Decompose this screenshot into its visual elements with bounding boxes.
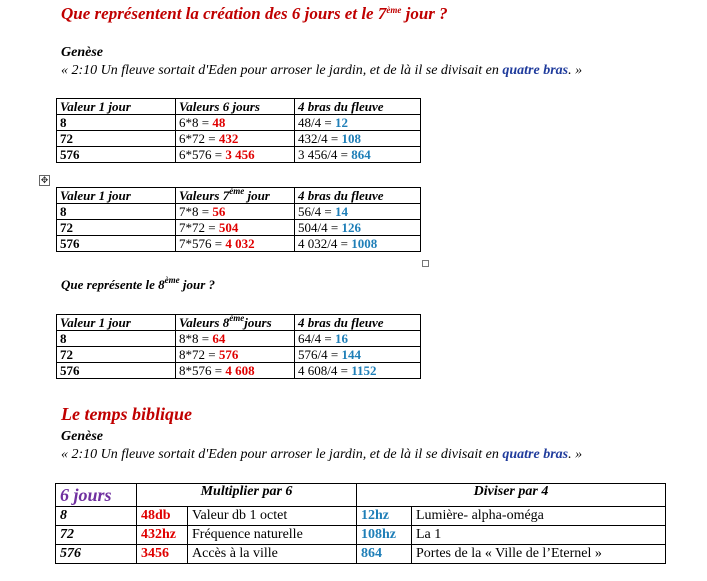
div: 4 608/4 =	[298, 363, 352, 378]
div: 432/4 =	[298, 131, 342, 146]
div: 4 032/4 =	[298, 236, 352, 251]
section-heading-temps-biblique: Le temps biblique	[61, 404, 192, 424]
section-heading-8th-day	[61, 277, 215, 293]
header-text: Valeurs 8	[179, 315, 230, 330]
header-sup: ème	[229, 313, 245, 323]
value-cell: 8	[57, 331, 176, 347]
header-cell	[176, 188, 295, 204]
calc-cell	[176, 115, 295, 131]
resize-handle-icon[interactable]	[422, 260, 429, 267]
div-cell	[295, 236, 421, 252]
table-header-row	[57, 315, 421, 331]
value-cell: 72	[57, 131, 176, 147]
genese-label-2: Genèse	[61, 429, 103, 444]
div-cell	[295, 331, 421, 347]
div-cell	[295, 347, 421, 363]
header-cell-6-jours: 6 jours	[56, 484, 137, 507]
table-row	[57, 236, 421, 252]
table-row	[56, 545, 666, 564]
header-text-end: jours	[244, 315, 272, 330]
value-cell: 8	[56, 507, 137, 526]
calc-cell	[176, 220, 295, 236]
mult-value: 48db	[137, 507, 188, 526]
div-desc: Portes de la « Ville de l’Eternel »	[412, 545, 666, 564]
calc-cell	[176, 347, 295, 363]
heading-text: Que représente le 8	[61, 277, 165, 292]
div: 48/4 =	[298, 115, 335, 130]
value-cell: 72	[57, 220, 176, 236]
value-cell: 576	[57, 236, 176, 252]
expr: 8*576 =	[179, 363, 226, 378]
heading-sup: ème	[386, 5, 402, 15]
quotient: 144	[341, 347, 361, 362]
div: 576/4 =	[298, 347, 342, 362]
result: 576	[218, 347, 239, 362]
div: 56/4 =	[298, 204, 335, 219]
mult-desc: Fréquence naturelle	[188, 526, 357, 545]
quotient: 16	[334, 331, 348, 346]
div-cell	[295, 363, 421, 379]
header-cell	[176, 315, 295, 331]
div-value: 108hz	[357, 526, 412, 545]
header-sup: ème	[229, 186, 245, 196]
div-cell	[295, 204, 421, 220]
value-cell: 576	[57, 363, 176, 379]
div-cell	[295, 115, 421, 131]
table-6-days	[56, 98, 421, 163]
quotient: 12	[334, 115, 348, 130]
result: 3 456	[225, 147, 255, 162]
div-desc: Lumière- alpha-oméga	[412, 507, 666, 526]
div: 504/4 =	[298, 220, 342, 235]
result: 432	[218, 131, 239, 146]
quote-highlight: quatre bras	[502, 63, 569, 78]
quotient: 126	[341, 220, 361, 235]
result: 56	[212, 204, 226, 219]
table-row	[56, 526, 666, 545]
heading-text-end: jour ?	[179, 277, 216, 292]
expr: 8*8 =	[179, 331, 213, 346]
div: 64/4 =	[298, 331, 335, 346]
table-row	[57, 147, 421, 163]
div: 3 456/4 =	[298, 147, 352, 162]
header-cell: Valeur 1 jour	[57, 99, 176, 115]
quotient: 108	[341, 131, 361, 146]
header-cell: Valeurs 6 jours	[176, 99, 295, 115]
header-text-end: jour	[244, 188, 270, 203]
div-cell	[295, 131, 421, 147]
expr: 7*8 =	[179, 204, 213, 219]
expr: 7*72 =	[179, 220, 219, 235]
calc-cell	[176, 331, 295, 347]
quote-2	[61, 447, 582, 463]
mult-desc: Valeur db 1 octet	[188, 507, 357, 526]
table-header-row	[56, 484, 666, 507]
move-icon[interactable]: ✥	[40, 175, 49, 185]
genese-label: Genèse	[61, 45, 103, 60]
expr: 7*576 =	[179, 236, 226, 251]
quote-end: . »	[568, 447, 583, 462]
table-row	[57, 220, 421, 236]
header-cell: Valeur 1 jour	[57, 315, 176, 331]
table-row	[56, 507, 666, 526]
value-cell: 72	[57, 347, 176, 363]
calc-cell	[176, 204, 295, 220]
quote	[61, 63, 582, 79]
heading-text: Que représentent la création des 6 jours et le 7	[61, 4, 387, 23]
heading-text-end: jour ?	[401, 4, 448, 23]
div-value: 864	[357, 545, 412, 564]
value-cell: 576	[56, 545, 137, 564]
header-cell: 4 bras du fleuve	[295, 188, 421, 204]
quote-end: . »	[568, 63, 583, 78]
expr: 8*72 =	[179, 347, 219, 362]
value-cell: 576	[57, 147, 176, 163]
result: 48	[212, 115, 226, 130]
div-value: 12hz	[357, 507, 412, 526]
quote-highlight: quatre bras	[502, 447, 569, 462]
value-cell: 8	[57, 115, 176, 131]
table-header-row	[57, 188, 421, 204]
table-row	[57, 363, 421, 379]
header-cell: Valeur 1 jour	[57, 188, 176, 204]
table-row	[57, 347, 421, 363]
div-desc: La 1	[412, 526, 666, 545]
calc-cell	[176, 363, 295, 379]
calc-cell	[176, 236, 295, 252]
table-row	[57, 131, 421, 147]
table-row	[57, 115, 421, 131]
table-row	[57, 331, 421, 347]
result: 4 032	[225, 236, 255, 251]
div-cell	[295, 147, 421, 163]
quotient: 1152	[351, 363, 377, 378]
result: 4 608	[225, 363, 255, 378]
quote-text: « 2:10 Un fleuve sortait d'Eden pour arroser le jardin, et de là il se divisait en	[61, 447, 503, 462]
table-7th-day	[56, 187, 421, 252]
result: 64	[212, 331, 226, 346]
heading-sup: ème	[164, 275, 180, 285]
expr: 6*576 =	[179, 147, 226, 162]
value-cell: 72	[56, 526, 137, 545]
quotient: 1008	[351, 236, 378, 251]
quotient: 864	[351, 147, 371, 162]
header-cell: 4 bras du fleuve	[295, 99, 421, 115]
header-cell: 4 bras du fleuve	[295, 315, 421, 331]
div-cell	[295, 220, 421, 236]
header-cell: Multiplier par 6	[137, 484, 357, 507]
mult-value: 432hz	[137, 526, 188, 545]
calc-cell	[176, 147, 295, 163]
quote-text: « 2:10 Un fleuve sortait d'Eden pour arroser le jardin, et de là il se divisait en	[61, 63, 503, 78]
mult-value: 3456	[137, 545, 188, 564]
quotient: 14	[334, 204, 348, 219]
table-header-row	[57, 99, 421, 115]
expr: 6*8 =	[179, 115, 213, 130]
table-8th-day	[56, 314, 421, 379]
expr: 6*72 =	[179, 131, 219, 146]
table-row	[57, 204, 421, 220]
table-temps-biblique	[55, 483, 666, 564]
page-title	[61, 4, 448, 24]
calc-cell	[176, 131, 295, 147]
mult-desc: Accès à la ville	[188, 545, 357, 564]
header-cell: Diviser par 4	[357, 484, 666, 507]
value-cell: 8	[57, 204, 176, 220]
result: 504	[218, 220, 239, 235]
header-text: Valeurs 7	[179, 188, 230, 203]
